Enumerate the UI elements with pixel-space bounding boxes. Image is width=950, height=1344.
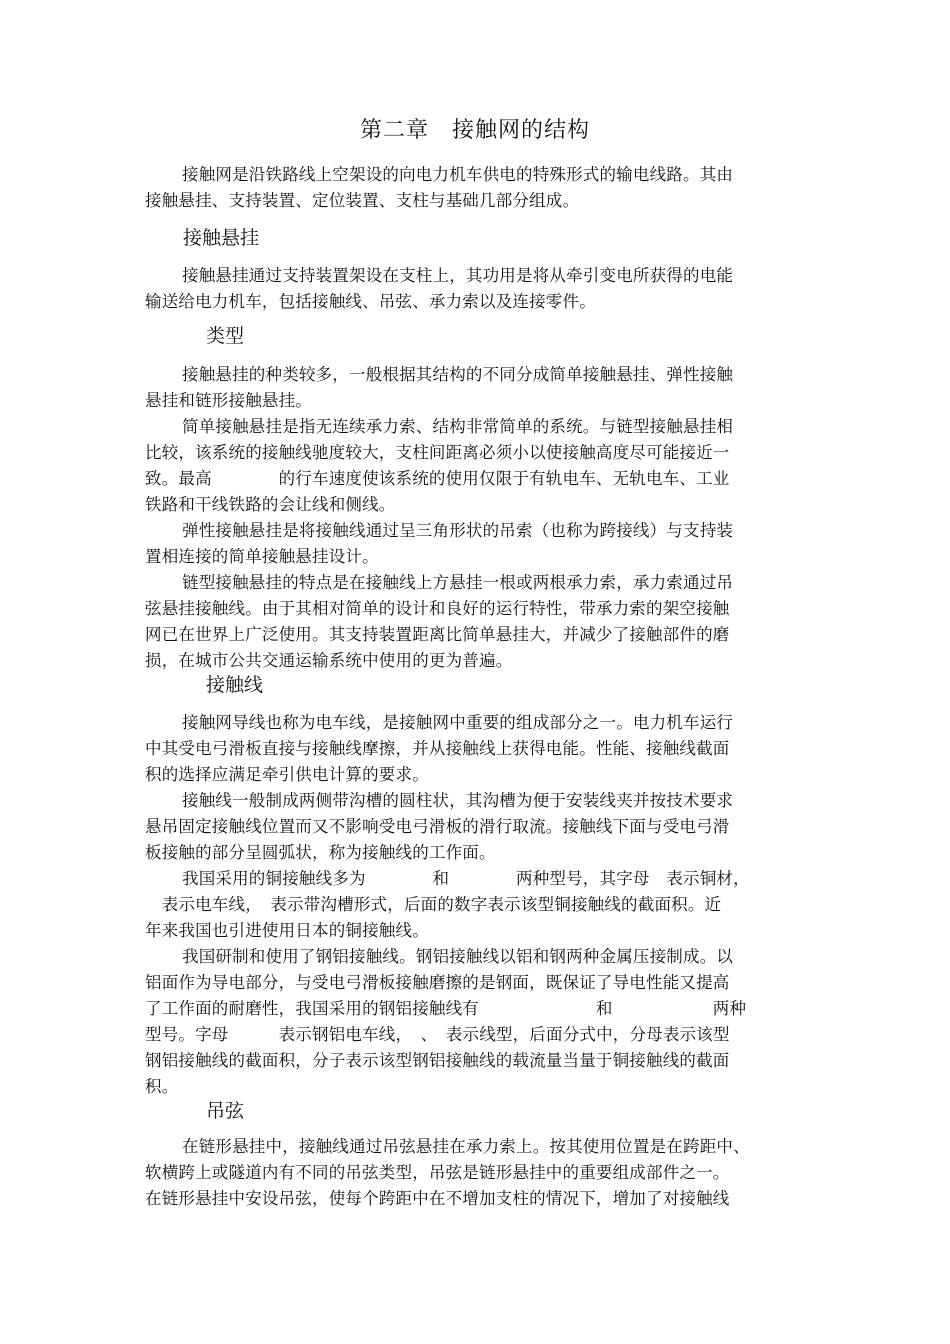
intro-paragraph bbox=[145, 162, 807, 214]
text-line: 致。最高 的行车速度使该系统的使用仅限于有轨电车、无轨电车、工业 bbox=[145, 469, 730, 488]
text-line: 比较，该系统的接触线驰度较大，支柱间距离必须小以使接触高度尽可能接近一 bbox=[145, 443, 730, 462]
text-line: 悬吊固定接触线位置而又不影响受电弓滑板的滑行取流。接触线下面与受电弓滑 bbox=[145, 817, 730, 836]
section-heading-types: 类型 bbox=[206, 325, 245, 347]
text-line: 输送给电力机车，包括接触线、吊弦、承力索以及连接零件。 bbox=[145, 292, 596, 311]
text-line: 铝面作为导电部分，与受电弓滑板接触磨擦的是钢面，既保证了导电性能又提高 bbox=[145, 973, 730, 992]
text-line: 积的选择应满足牵引供电计算的要求。 bbox=[145, 765, 429, 784]
text-line: 板接触的部分呈圆弧状，称为接触线的工作面。 bbox=[145, 843, 496, 862]
text-line: 简单接触悬挂是指无连续承力索、结构非常简单的系统。与链型接触悬挂相 bbox=[182, 417, 734, 436]
chapter-title: 第二章 接触网的结构 bbox=[359, 118, 590, 143]
text-line: 置相连接的简单接触悬挂设计。 bbox=[145, 547, 379, 566]
paragraph-contact-wire bbox=[145, 710, 807, 1100]
text-line: 损，在城市公共交通运输系统中使用的更为普遍。 bbox=[145, 651, 513, 670]
text-line: 了工作面的耐磨性，我国采用的钢铝接触线有 和 两种 bbox=[145, 999, 747, 1018]
text-line: 中其受电弓滑板直接与接触线摩擦，并从接触线上获得电能。性能、接触线截面 bbox=[145, 739, 730, 758]
text-line: 我国采用的铜接触线多为 和 两种型号，其字母 表示铜材， bbox=[182, 869, 750, 888]
text-line: 型号。字母 表示钢铝电车线， 、 表示线型，后面分式中，分母表示该型 bbox=[145, 1025, 730, 1044]
text-line: 链型接触悬挂的特点是在接触线上方悬挂一根或两根承力索，承力索通过吊 bbox=[182, 573, 734, 592]
text-line: 表示电车线， 表示带沟槽形式，后面的数字表示该型铜接触线的截面积。近 bbox=[145, 895, 722, 914]
text-line: 弹性接触悬挂是将接触线通过呈三角形状的吊索（也称为跨接线）与支持装 bbox=[182, 521, 734, 540]
text-line: 铁路和干线铁路的会让线和侧线。 bbox=[145, 495, 396, 514]
text-line: 弦悬挂接触线。由于其相对简单的设计和良好的运行特性，带承力索的架空接触 bbox=[145, 599, 730, 618]
text-line: 接触网导线也称为电车线，是接触网中重要的组成部分之一。电力机车运行 bbox=[182, 713, 734, 732]
text-line: 网已在世界上广泛使用。其支持装置距离比简单悬挂大，并减少了接触部件的磨 bbox=[145, 625, 730, 644]
paragraph-dropper bbox=[145, 1134, 807, 1212]
section-heading-dropper: 吊弦 bbox=[206, 1100, 245, 1122]
paragraph-types bbox=[145, 362, 807, 674]
section-heading-contact-wire: 接触线 bbox=[206, 674, 264, 696]
text-line: 积。 bbox=[145, 1077, 179, 1096]
text-line: 接触悬挂通过支持装置架设在支柱上，其功用是将从牵引变电所获得的电能 bbox=[182, 266, 734, 285]
text-line: 我国研制和使用了钢铝接触线。钢铝接触线以铝和钢两种金属压接制成。以 bbox=[182, 947, 734, 966]
text-line: 软横跨上或隧道内有不同的吊弦类型，吊弦是链形悬挂中的重要组成部件之一。 bbox=[145, 1163, 730, 1182]
paragraph-suspension bbox=[145, 263, 807, 315]
text-line: 在链形悬挂中安设吊弦，使每个跨距中在不增加支柱的情况下，增加了对接触线 bbox=[145, 1189, 730, 1208]
text-line: 钢铝接触线的截面积，分子表示该型钢铝接触线的载流量当量于铜接触线的截面 bbox=[145, 1051, 730, 1070]
text-line: 接触网是沿铁路线上空架设的向电力机车供电的特殊形式的输电线路。其由 bbox=[182, 165, 734, 184]
text-line: 年来我国也引进使用日本的铜接触线。 bbox=[145, 921, 429, 940]
section-heading-contact-suspension: 接触悬挂 bbox=[183, 227, 260, 249]
text-line: 接触悬挂、支持装置、定位装置、支柱与基础几部分组成。 bbox=[145, 191, 580, 210]
text-line: 接触悬挂的种类较多，一般根据其结构的不同分成简单接触悬挂、弹性接触 bbox=[182, 365, 734, 384]
text-line: 悬挂和链形接触悬挂。 bbox=[145, 391, 312, 410]
text-line: 在链形悬挂中，接触线通过吊弦悬挂在承力索上。按其使用位置是在跨距中、 bbox=[182, 1137, 750, 1156]
text-line: 接触线一般制成两侧带沟槽的圆柱状，其沟槽为便于安装线夹并按技术要求 bbox=[182, 791, 734, 810]
